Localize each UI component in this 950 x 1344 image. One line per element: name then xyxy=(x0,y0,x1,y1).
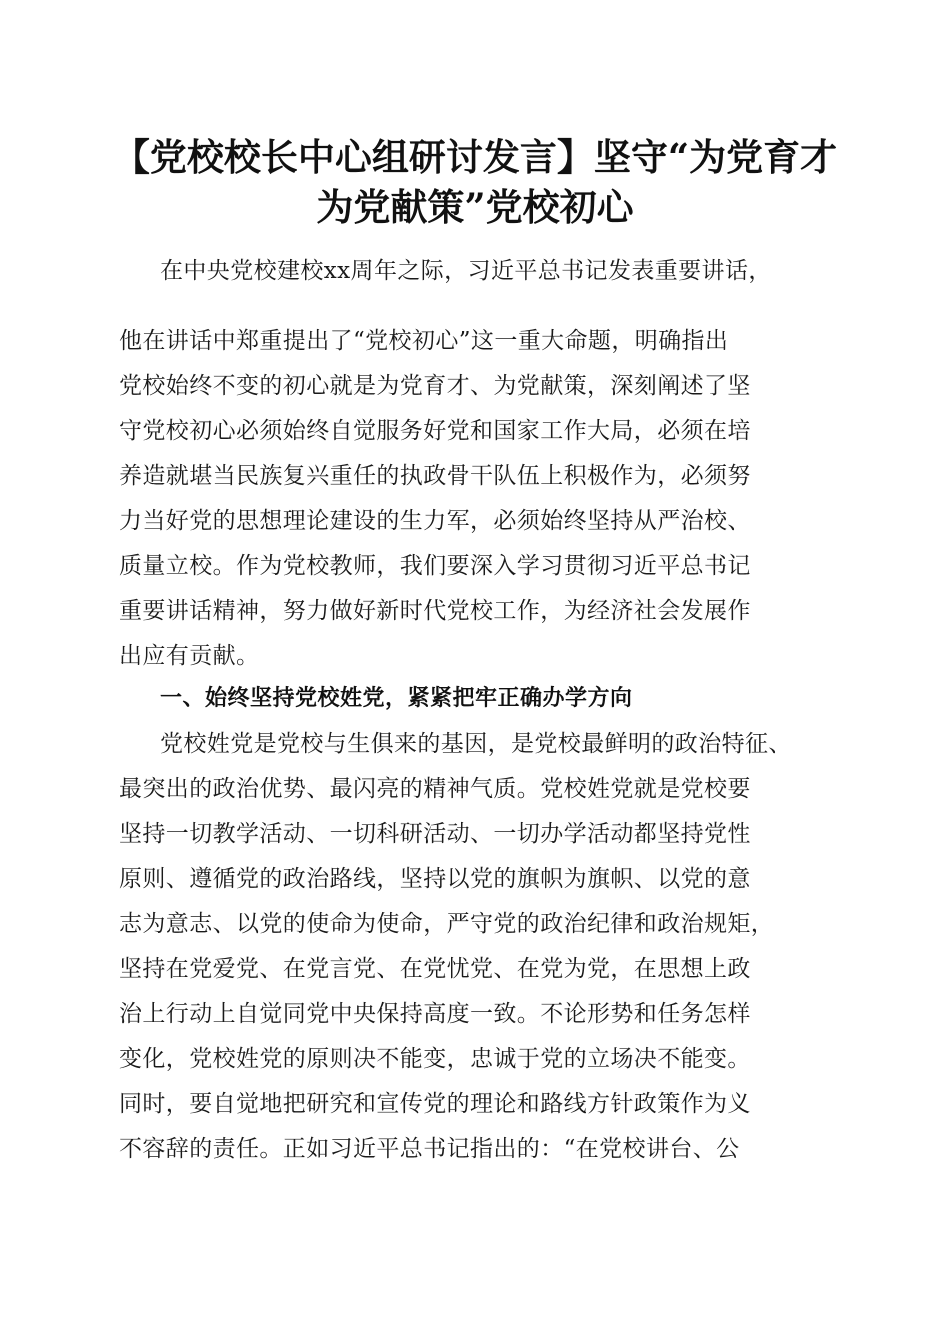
text-line: 他在讲话中郑重提出了“党校初心”这一重大命题，明确指出 xyxy=(119,328,729,354)
text-line: 治上行动上自觉同党中央保持高度一致。不论形势和任务怎样 xyxy=(119,1001,751,1027)
text-line: 志为意志、以党的使命为使命，严守党的政治纪律和政治规矩， xyxy=(119,911,775,937)
text-line: 在中央党校建校xx周年之际，习近平总书记发表重要讲话， xyxy=(160,258,772,284)
document-title xyxy=(110,132,840,232)
text-line: 变化，党校姓党的原则决不能变，忠诚于党的立场决不能变。 xyxy=(119,1046,751,1072)
text-line: 力当好党的思想理论建设的生力军，必须始终坚持从严治校、 xyxy=(119,508,751,534)
text-line: 重要讲话精神，努力做好新时代党校工作，为经济社会发展作 xyxy=(119,598,751,624)
text-line: 守党校初心必须始终自觉服务好党和国家工作大局，必须在培 xyxy=(119,418,751,444)
text-line: 坚持在党爱党、在党言党、在党忧党、在党为党，在思想上政 xyxy=(119,956,751,982)
text-line: 不容辞的责任。正如习近平总书记指出的：“在党校讲台、公 xyxy=(119,1136,740,1162)
text-line: 出应有贡献。 xyxy=(119,643,260,669)
text-line: 党校始终不变的初心就是为党育才、为党献策，深刻阐述了坚 xyxy=(119,373,751,399)
text-line: 质量立校。作为党校教师，我们要深入学习贯彻习近平总书记 xyxy=(119,553,751,579)
section-heading-1: 一、始终坚持党校姓党，紧紧把牢正确办学方向 xyxy=(160,686,633,711)
title-line-1: 【党校校长中心组研讨发言】坚守“为党育才 xyxy=(112,135,838,179)
text-line: 最突出的政治优势、最闪亮的精神气质。党校姓党就是党校要 xyxy=(119,776,751,802)
text-line: 同时，要自觉地把研究和宣传党的理论和路线方针政策作为义 xyxy=(119,1091,751,1117)
text-line: 原则、遵循党的政治路线，坚持以党的旗帜为旗帜、以党的意 xyxy=(119,866,751,892)
text-line: 坚持一切教学活动、一切科研活动、一切办学活动都坚持党性 xyxy=(119,821,751,847)
text-line: 养造就堪当民族复兴重任的执政骨干队伍上积极作为，必须努 xyxy=(119,463,751,489)
title-line-2: 为党献策”党校初心 xyxy=(316,185,634,229)
text-line: 党校姓党是党校与生俱来的基因，是党校最鲜明的政治特征、 xyxy=(160,731,792,757)
